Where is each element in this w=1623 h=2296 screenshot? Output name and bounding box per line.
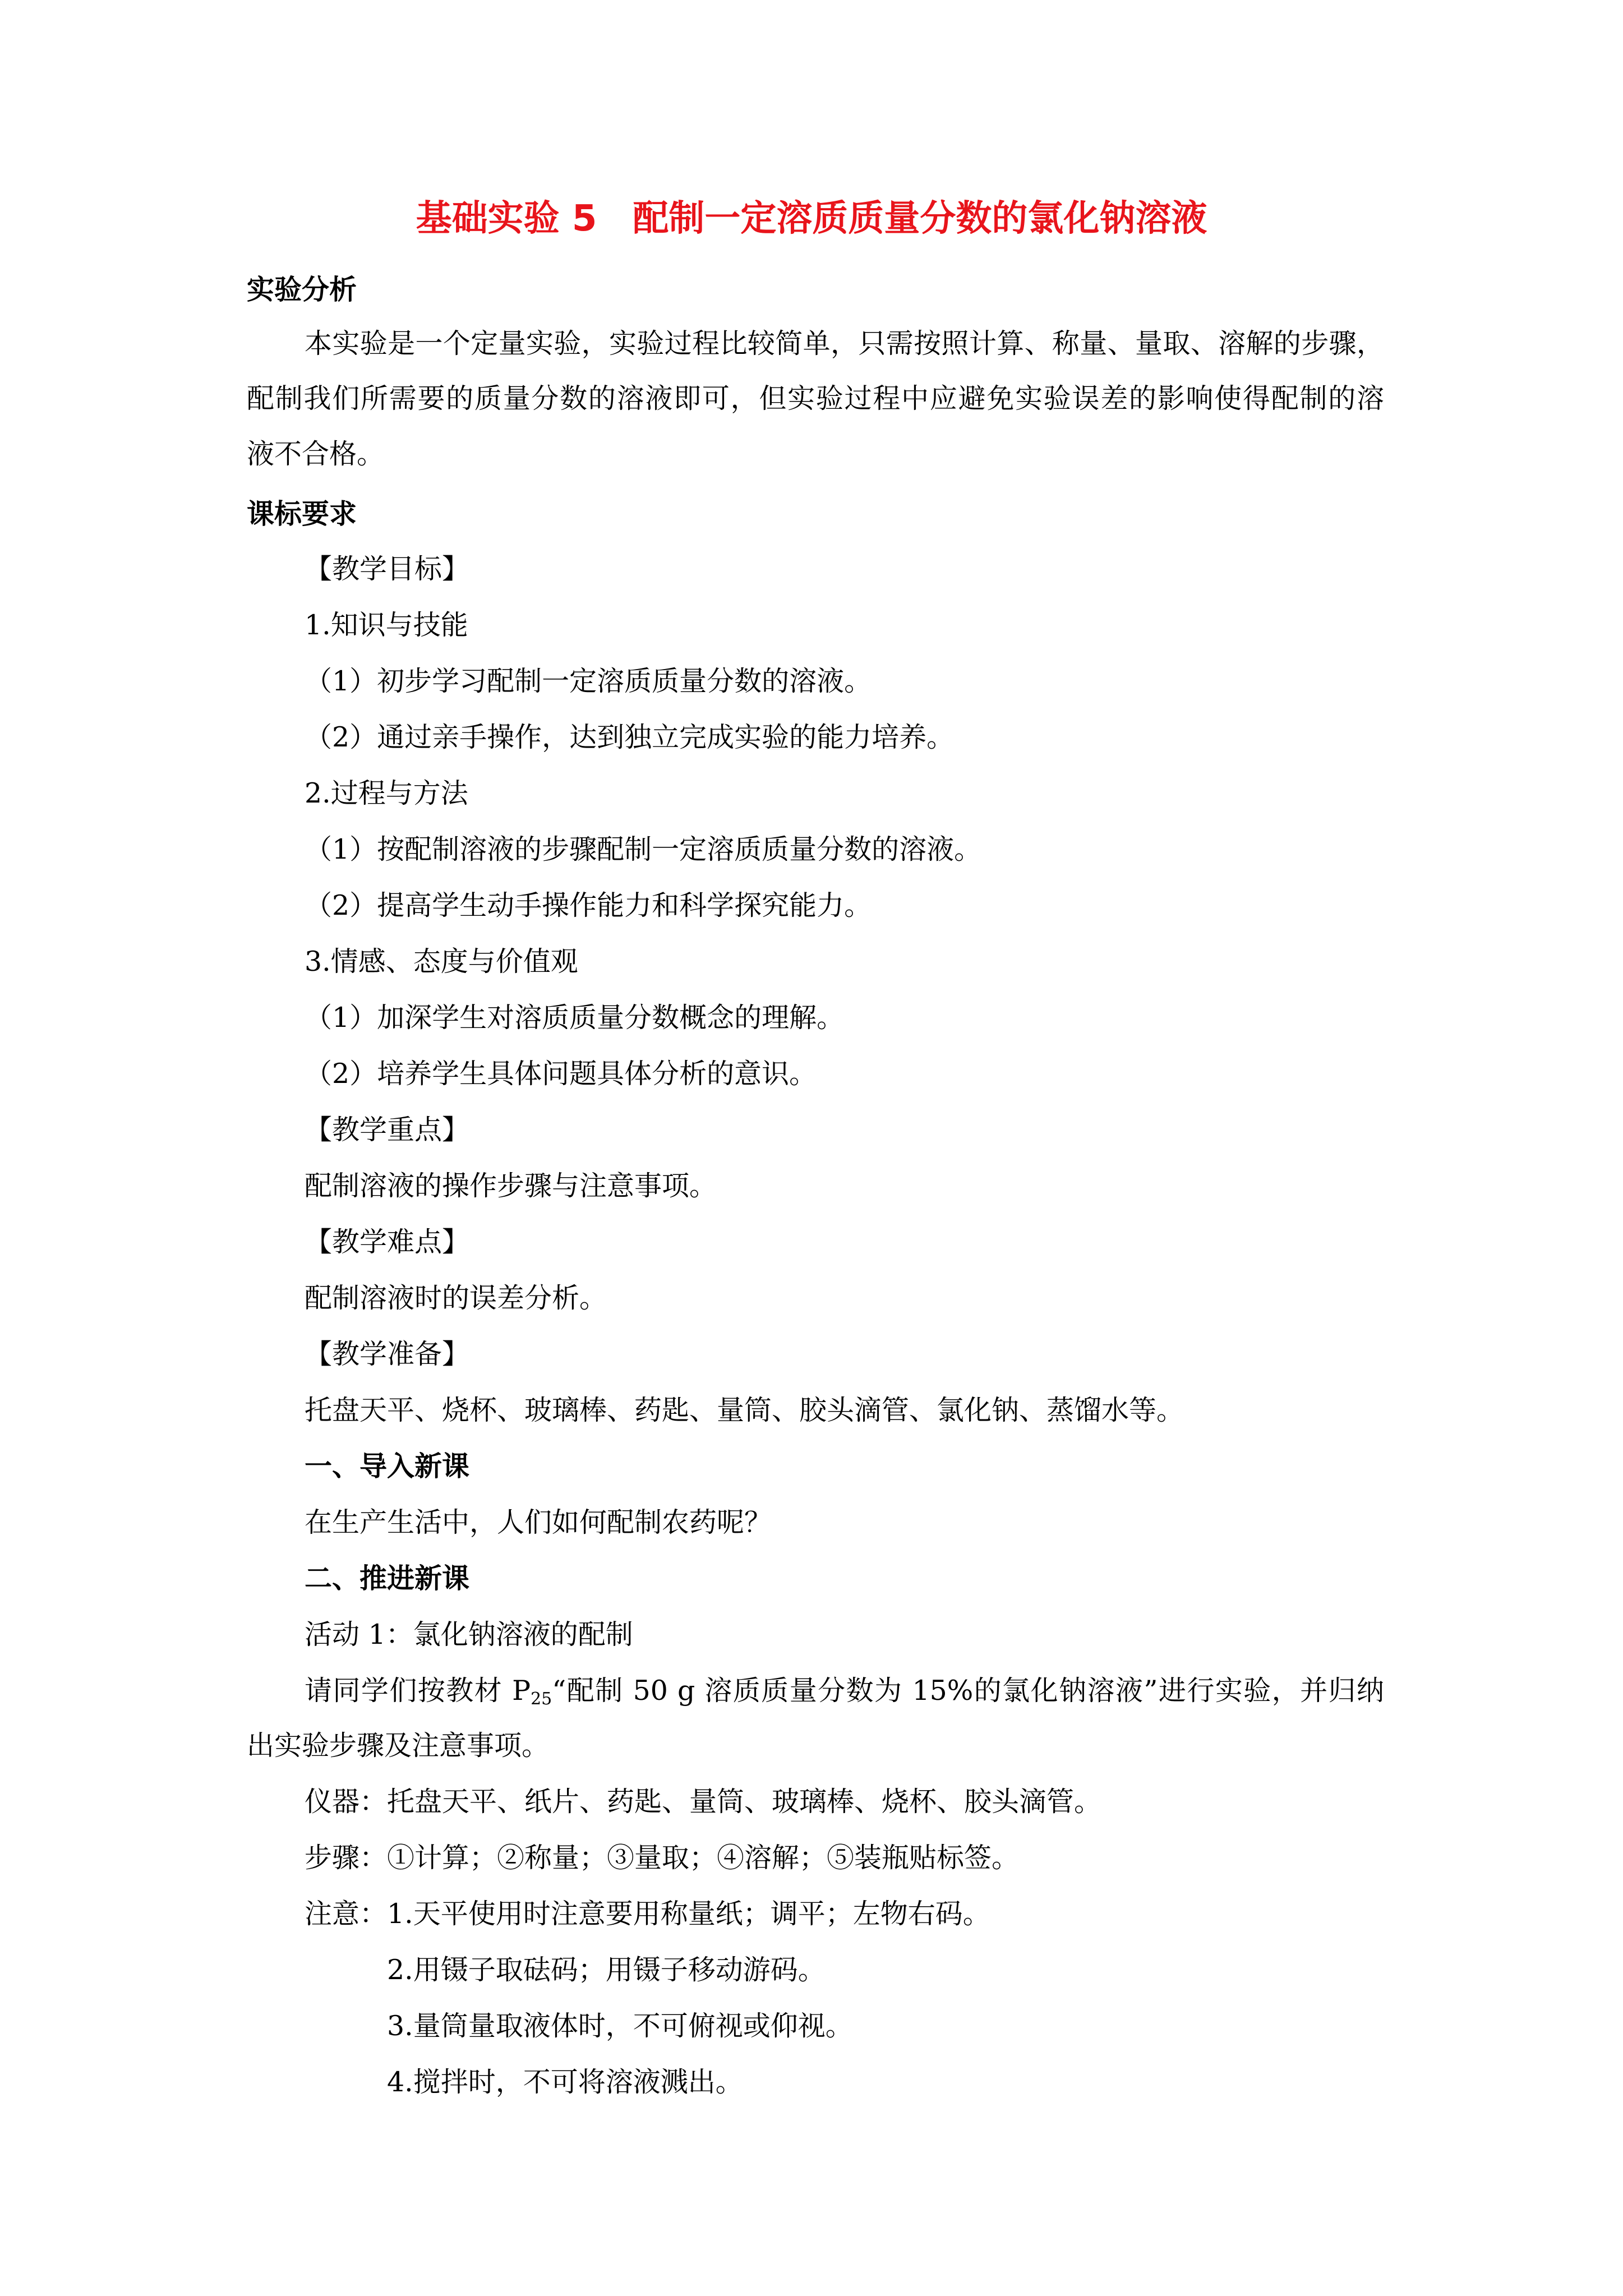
goal-1-item-2: （2）通过亲手操作，达到独立完成实验的能力培养。 <box>305 721 955 753</box>
activity-1-title: 活动 1：氯化钠溶液的配制 <box>305 1619 633 1650</box>
advance-heading: 二、推进新课 <box>305 1562 470 1594</box>
analysis-paragraph-line-1: 本实验是一个定量实验，实验过程比较简单，只需按照计算、称量、量取、溶解的步骤， <box>305 328 1384 359</box>
analysis-paragraph-line-2: 配制我们所需要的质量分数的溶液即可，但实验过程中应避免实验误差的影响使得配制的溶 <box>247 382 1384 414</box>
page-subscript: 25 <box>531 1689 552 1709</box>
preparation-text: 托盘天平、烧杯、玻璃棒、药匙、量筒、胶头滴管、氯化钠、蒸馏水等。 <box>305 1394 1184 1426</box>
note-item-2: 2.用镊子取砝码；用镊子移动游码。 <box>387 1954 826 1986</box>
intro-text: 在生产生活中，人们如何配制农药呢？ <box>305 1506 772 1538</box>
preparation-label: 【教学准备】 <box>305 1338 470 1370</box>
goal-1-title: 1.知识与技能 <box>305 609 468 641</box>
goal-3-title: 3.情感、态度与价值观 <box>305 946 578 978</box>
goal-2-item-1: （1）按配制溶液的步骤配制一定溶质质量分数的溶液。 <box>305 833 982 865</box>
note-item-1: 1.天平使用时注意要用称量纸；调平；左物右码。 <box>387 1898 990 1930</box>
goal-2-item-2: （2）提高学生动手操作能力和科学探究能力。 <box>305 889 872 921</box>
note-item-3: 3.量筒量取液体时，不可俯视或仰视。 <box>387 2010 853 2042</box>
key-points-label: 【教学重点】 <box>305 1114 470 1146</box>
key-points-text: 配制溶液的操作步骤与注意事项。 <box>305 1170 717 1202</box>
steps-text: 步骤：①计算；②称量；③量取；④溶解；⑤装瓶贴标签。 <box>305 1842 1020 1874</box>
goal-2-title: 2.过程与方法 <box>305 777 468 809</box>
notes-label: 注意： <box>305 1898 388 1930</box>
teaching-goals-label: 【教学目标】 <box>305 553 470 585</box>
difficult-points-text: 配制溶液时的误差分析。 <box>305 1282 607 1314</box>
instruments-text: 仪器：托盘天平、纸片、药匙、量筒、玻璃棒、烧杯、胶头滴管。 <box>305 1786 1102 1818</box>
note-item-4: 4.搅拌时，不可将溶液溅出。 <box>387 2066 743 2098</box>
goal-3-item-2: （2）培养学生具体问题具体分析的意识。 <box>305 1058 817 1090</box>
analysis-heading: 实验分析 <box>247 274 357 306</box>
activity-paragraph-line-2: 出实验步骤及注意事项。 <box>247 1730 550 1762</box>
difficult-points-label: 【教学难点】 <box>305 1226 470 1258</box>
curriculum-heading: 课标要求 <box>247 498 357 530</box>
activity-paragraph-part-b: “配制 50 g 溶质质量分数为 15%的氯化钠溶液”进行实验，并归纳 <box>552 1675 1384 1707</box>
activity-paragraph-part-a: 请同学们按教材 P <box>305 1675 531 1707</box>
activity-paragraph-line-1 <box>305 1671 1384 1711</box>
analysis-paragraph-line-3: 液不合格。 <box>247 438 385 470</box>
goal-1-item-1: （1）初步学习配制一定溶质质量分数的溶液。 <box>305 665 872 697</box>
goal-3-item-1: （1）加深学生对溶质质量分数概念的理解。 <box>305 1002 845 1034</box>
document-title: 基础实验 5 配制一定溶质质量分数的氯化钠溶液 <box>416 198 1207 239</box>
intro-heading: 一、导入新课 <box>305 1450 470 1482</box>
